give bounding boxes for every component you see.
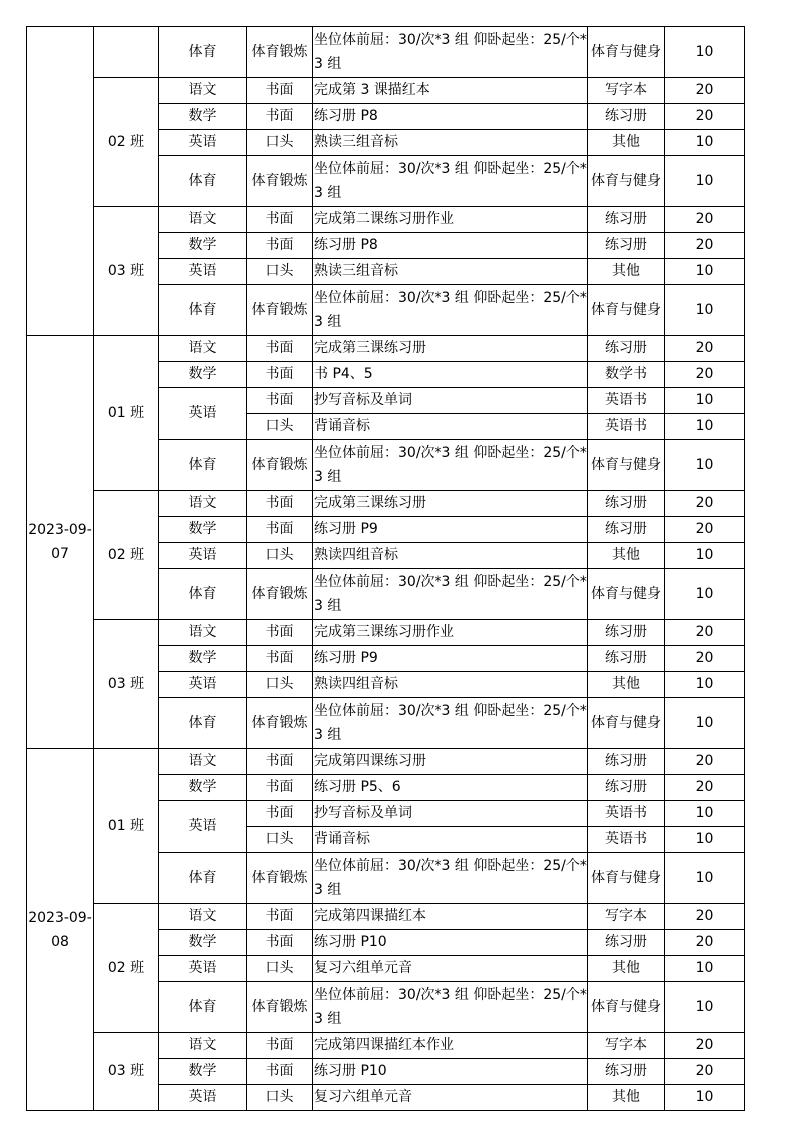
minutes-cell: 20 <box>665 362 745 388</box>
subject-cell: 体育 <box>159 698 247 749</box>
material-cell: 体育与健身 <box>588 285 665 336</box>
minutes-cell: 10 <box>665 156 745 207</box>
class-cell: 03 班 <box>94 1033 159 1111</box>
content-cell: 熟读四组音标 <box>313 672 588 698</box>
subject-cell: 数学 <box>159 646 247 672</box>
subject-cell: 语文 <box>159 1033 247 1059</box>
content-cell: 练习册 P8 <box>313 233 588 259</box>
material-cell: 练习册 <box>588 207 665 233</box>
content-cell: 坐位体前屈：30/次*3 组 仰卧起坐：25/个*3 组 <box>313 27 588 78</box>
type-cell: 书面 <box>247 930 313 956</box>
table-row <box>27 1033 745 1059</box>
type-cell: 书面 <box>247 233 313 259</box>
type-cell: 书面 <box>247 904 313 930</box>
table-row <box>27 904 745 930</box>
class-cell <box>94 27 159 78</box>
content-cell: 练习册 P8 <box>313 104 588 130</box>
material-cell: 体育与健身 <box>588 440 665 491</box>
type-cell: 体育锻炼 <box>247 982 313 1033</box>
material-cell: 体育与健身 <box>588 27 665 78</box>
material-cell: 其他 <box>588 130 665 156</box>
material-cell: 其他 <box>588 672 665 698</box>
class-cell: 03 班 <box>94 207 159 336</box>
type-cell: 书面 <box>247 362 313 388</box>
type-cell: 口头 <box>247 827 313 853</box>
class-cell: 02 班 <box>94 78 159 207</box>
class-cell: 01 班 <box>94 336 159 491</box>
material-cell: 练习册 <box>588 233 665 259</box>
content-cell: 坐位体前屈：30/次*3 组 仰卧起坐：25/个*3 组 <box>313 285 588 336</box>
minutes-cell: 20 <box>665 233 745 259</box>
material-cell: 写字本 <box>588 1033 665 1059</box>
material-cell: 练习册 <box>588 646 665 672</box>
subject-cell: 语文 <box>159 904 247 930</box>
content-cell: 坐位体前屈：30/次*3 组 仰卧起坐：25/个*3 组 <box>313 569 588 620</box>
content-cell: 坐位体前屈：30/次*3 组 仰卧起坐：25/个*3 组 <box>313 853 588 904</box>
content-cell: 背诵音标 <box>313 827 588 853</box>
content-cell: 完成第四课练习册 <box>313 749 588 775</box>
subject-cell: 体育 <box>159 982 247 1033</box>
homework-table <box>26 26 745 1111</box>
material-cell: 练习册 <box>588 930 665 956</box>
minutes-cell: 20 <box>665 1033 745 1059</box>
subject-cell: 英语 <box>159 672 247 698</box>
table-row <box>27 78 745 104</box>
minutes-cell: 10 <box>665 414 745 440</box>
type-cell: 体育锻炼 <box>247 853 313 904</box>
type-cell: 体育锻炼 <box>247 440 313 491</box>
minutes-cell: 20 <box>665 775 745 801</box>
material-cell: 其他 <box>588 259 665 285</box>
subject-cell: 体育 <box>159 285 247 336</box>
type-cell: 书面 <box>247 388 313 414</box>
material-cell: 写字本 <box>588 78 665 104</box>
type-cell: 书面 <box>247 207 313 233</box>
content-cell: 熟读四组音标 <box>313 543 588 569</box>
minutes-cell: 10 <box>665 440 745 491</box>
subject-cell: 英语 <box>159 956 247 982</box>
content-cell: 背诵音标 <box>313 414 588 440</box>
type-cell: 书面 <box>247 646 313 672</box>
content-cell: 完成第四课描红本 <box>313 904 588 930</box>
material-cell: 英语书 <box>588 414 665 440</box>
content-cell: 坐位体前屈：30/次*3 组 仰卧起坐：25/个*3 组 <box>313 156 588 207</box>
subject-cell: 体育 <box>159 440 247 491</box>
material-cell: 写字本 <box>588 904 665 930</box>
type-cell: 口头 <box>247 414 313 440</box>
subject-cell: 英语 <box>159 801 247 853</box>
table-row <box>27 491 745 517</box>
content-cell: 完成第三课练习册 <box>313 336 588 362</box>
content-cell: 完成第 3 课描红本 <box>313 78 588 104</box>
minutes-cell: 20 <box>665 1059 745 1085</box>
date-cell: 2023-09-07 <box>27 336 94 749</box>
minutes-cell: 20 <box>665 336 745 362</box>
subject-cell: 数学 <box>159 233 247 259</box>
content-cell: 练习册 P5、6 <box>313 775 588 801</box>
material-cell: 其他 <box>588 543 665 569</box>
type-cell: 口头 <box>247 1085 313 1111</box>
type-cell: 书面 <box>247 775 313 801</box>
material-cell: 数学书 <box>588 362 665 388</box>
minutes-cell: 20 <box>665 749 745 775</box>
material-cell: 英语书 <box>588 827 665 853</box>
content-cell: 完成第四课描红本作业 <box>313 1033 588 1059</box>
type-cell: 体育锻炼 <box>247 156 313 207</box>
content-cell: 练习册 P10 <box>313 930 588 956</box>
minutes-cell: 10 <box>665 853 745 904</box>
material-cell: 英语书 <box>588 801 665 827</box>
type-cell: 书面 <box>247 336 313 362</box>
subject-cell: 语文 <box>159 491 247 517</box>
minutes-cell: 10 <box>665 285 745 336</box>
content-cell: 完成第三课练习册作业 <box>313 620 588 646</box>
type-cell: 口头 <box>247 259 313 285</box>
minutes-cell: 20 <box>665 78 745 104</box>
minutes-cell: 10 <box>665 827 745 853</box>
material-cell: 练习册 <box>588 749 665 775</box>
minutes-cell: 10 <box>665 388 745 414</box>
table-row <box>27 620 745 646</box>
type-cell: 书面 <box>247 78 313 104</box>
subject-cell: 英语 <box>159 388 247 440</box>
material-cell: 其他 <box>588 956 665 982</box>
minutes-cell: 20 <box>665 104 745 130</box>
material-cell: 体育与健身 <box>588 698 665 749</box>
material-cell: 练习册 <box>588 775 665 801</box>
subject-cell: 英语 <box>159 259 247 285</box>
date-cell <box>27 27 94 336</box>
content-cell: 练习册 P9 <box>313 646 588 672</box>
table-row <box>27 207 745 233</box>
type-cell: 口头 <box>247 543 313 569</box>
material-cell: 体育与健身 <box>588 853 665 904</box>
subject-cell: 体育 <box>159 853 247 904</box>
class-cell: 03 班 <box>94 620 159 749</box>
type-cell: 体育锻炼 <box>247 698 313 749</box>
subject-cell: 体育 <box>159 27 247 78</box>
subject-cell: 语文 <box>159 620 247 646</box>
subject-cell: 英语 <box>159 1085 247 1111</box>
type-cell: 书面 <box>247 1033 313 1059</box>
material-cell: 体育与健身 <box>588 569 665 620</box>
type-cell: 口头 <box>247 956 313 982</box>
subject-cell: 数学 <box>159 1059 247 1085</box>
class-cell: 02 班 <box>94 491 159 620</box>
content-cell: 坐位体前屈：30/次*3 组 仰卧起坐：25/个*3 组 <box>313 698 588 749</box>
content-cell: 熟读三组音标 <box>313 259 588 285</box>
content-cell: 抄写音标及单词 <box>313 388 588 414</box>
subject-cell: 数学 <box>159 104 247 130</box>
subject-cell: 语文 <box>159 78 247 104</box>
subject-cell: 体育 <box>159 569 247 620</box>
minutes-cell: 10 <box>665 672 745 698</box>
minutes-cell: 10 <box>665 569 745 620</box>
subject-cell: 体育 <box>159 156 247 207</box>
content-cell: 完成第二课练习册作业 <box>313 207 588 233</box>
type-cell: 体育锻炼 <box>247 569 313 620</box>
content-cell: 熟读三组音标 <box>313 130 588 156</box>
table-row <box>27 749 745 775</box>
content-cell: 抄写音标及单词 <box>313 801 588 827</box>
content-cell: 复习六组单元音 <box>313 1085 588 1111</box>
type-cell: 书面 <box>247 104 313 130</box>
minutes-cell: 10 <box>665 956 745 982</box>
minutes-cell: 10 <box>665 801 745 827</box>
minutes-cell: 10 <box>665 27 745 78</box>
minutes-cell: 20 <box>665 207 745 233</box>
minutes-cell: 10 <box>665 543 745 569</box>
minutes-cell: 10 <box>665 130 745 156</box>
type-cell: 体育锻炼 <box>247 285 313 336</box>
subject-cell: 数学 <box>159 517 247 543</box>
material-cell: 练习册 <box>588 336 665 362</box>
minutes-cell: 10 <box>665 698 745 749</box>
subject-cell: 英语 <box>159 543 247 569</box>
type-cell: 书面 <box>247 620 313 646</box>
type-cell: 书面 <box>247 517 313 543</box>
material-cell: 练习册 <box>588 491 665 517</box>
content-cell: 坐位体前屈：30/次*3 组 仰卧起坐：25/个*3 组 <box>313 982 588 1033</box>
minutes-cell: 20 <box>665 904 745 930</box>
subject-cell: 语文 <box>159 207 247 233</box>
content-cell: 练习册 P9 <box>313 517 588 543</box>
subject-cell: 语文 <box>159 336 247 362</box>
subject-cell: 语文 <box>159 749 247 775</box>
minutes-cell: 20 <box>665 517 745 543</box>
minutes-cell: 10 <box>665 259 745 285</box>
material-cell: 练习册 <box>588 620 665 646</box>
type-cell: 体育锻炼 <box>247 27 313 78</box>
content-cell: 完成第三课练习册 <box>313 491 588 517</box>
content-cell: 坐位体前屈：30/次*3 组 仰卧起坐：25/个*3 组 <box>313 440 588 491</box>
minutes-cell: 10 <box>665 982 745 1033</box>
minutes-cell: 20 <box>665 491 745 517</box>
material-cell: 体育与健身 <box>588 156 665 207</box>
material-cell: 其他 <box>588 1085 665 1111</box>
table-body <box>27 27 745 1111</box>
content-cell: 练习册 P10 <box>313 1059 588 1085</box>
type-cell: 书面 <box>247 801 313 827</box>
material-cell: 练习册 <box>588 517 665 543</box>
material-cell: 体育与健身 <box>588 982 665 1033</box>
subject-cell: 英语 <box>159 130 247 156</box>
date-cell: 2023-09-08 <box>27 749 94 1111</box>
subject-cell: 数学 <box>159 362 247 388</box>
class-cell: 02 班 <box>94 904 159 1033</box>
type-cell: 书面 <box>247 491 313 517</box>
material-cell: 英语书 <box>588 388 665 414</box>
minutes-cell: 20 <box>665 930 745 956</box>
type-cell: 口头 <box>247 672 313 698</box>
subject-cell: 数学 <box>159 775 247 801</box>
content-cell: 复习六组单元音 <box>313 956 588 982</box>
content-cell: 书 P4、5 <box>313 362 588 388</box>
minutes-cell: 20 <box>665 620 745 646</box>
material-cell: 练习册 <box>588 104 665 130</box>
type-cell: 书面 <box>247 1059 313 1085</box>
table-row <box>27 27 745 78</box>
subject-cell: 数学 <box>159 930 247 956</box>
type-cell: 口头 <box>247 130 313 156</box>
material-cell: 练习册 <box>588 1059 665 1085</box>
minutes-cell: 20 <box>665 646 745 672</box>
minutes-cell: 10 <box>665 1085 745 1111</box>
table-row <box>27 336 745 362</box>
class-cell: 01 班 <box>94 749 159 904</box>
type-cell: 书面 <box>247 749 313 775</box>
